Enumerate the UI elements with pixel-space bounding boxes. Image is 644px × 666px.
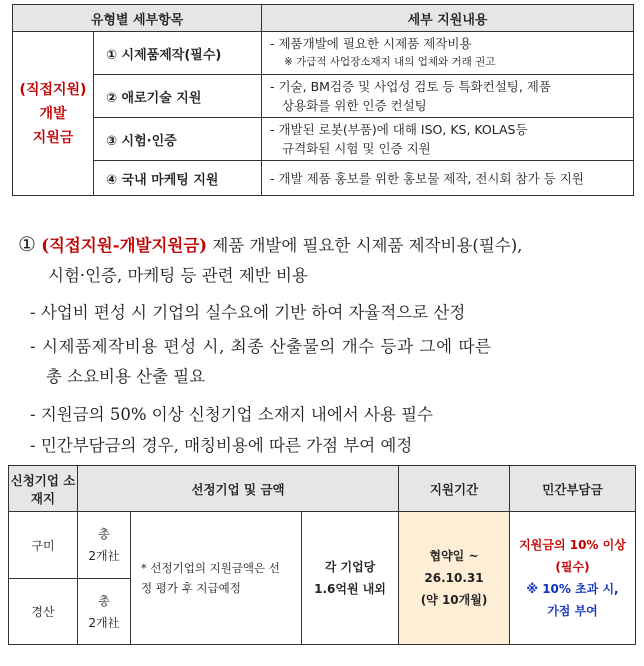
header-private: 민간부담금 — [510, 466, 636, 512]
bullet-prototype-cost: - 시제품제작비용 편성 시, 최종 산출물의 개수 등과 그에 따른 — [30, 337, 492, 356]
bullet-private: - 민간부담금의 경우, 매칭비용에 따른 가점 부여 예정 — [30, 436, 413, 455]
desc-prototype: - 제품개발에 필요한 시제품 제작비용 ※ 가급적 사업장소재지 내의 업체와 거래 권고 — [262, 32, 634, 75]
header-items: 유형별 세부항목 — [13, 5, 262, 32]
category-cell: (직접지원) 개발 지원금 — [13, 32, 94, 196]
region-gyeongsan: 경산 — [9, 579, 78, 645]
item-prototype: ① 시제품제작(필수) — [94, 32, 262, 75]
header-selection: 선정기업 및 금액 — [78, 466, 399, 512]
header-region: 신청기업 소재지 — [9, 466, 78, 512]
period-cell: 협약일 ~ 26.10.31 (약 10개월) — [399, 512, 510, 645]
amount-cell: 각 기업당 1.6억원 내외 — [302, 512, 399, 645]
item-tech-support: ② 애로기술 지원 — [94, 75, 262, 118]
region-gumi: 구미 — [9, 512, 78, 579]
selection-note: * 선정기업의 지원금액은 선정 평가 후 지급예정 — [131, 512, 302, 645]
bullet-usage: - 지원금의 50% 이상 신청기업 소재지 내에서 사용 필수 — [30, 405, 433, 424]
para-line-1: ① (직접지원-개발지원금) 제품 개발에 필요한 시제품 제작비용(필수), — [18, 232, 523, 256]
bullet-budget: - 사업비 편성 시 기업의 실수요에 기반 하여 자율적으로 산정 — [30, 303, 466, 322]
header-period: 지원기간 — [399, 466, 510, 512]
desc-tech-support: - 기술, BM검증 및 사업성 검토 등 특화컨설팅, 제품 상용화를 위한 인증 컨설팅 — [262, 75, 634, 118]
item-testing: ③ 시험·인증 — [94, 118, 262, 161]
support-items-table — [12, 4, 634, 196]
count-gumi: 총 2개社 — [78, 512, 131, 579]
private-cell: 지원금의 10% 이상 (필수) ※ 10% 초과 시, 가점 부여 — [510, 512, 636, 645]
para-line-2: 시험·인증, 마케팅 등 관련 제반 비용 — [48, 266, 308, 285]
desc-testing: - 개발된 로봇(부품)에 대해 ISO, KS, KOLAS등 규격화된 시험 및 인증 지원 — [262, 118, 634, 161]
header-details: 세부 지원내용 — [262, 5, 634, 32]
bullet-prototype-cost-2: 총 소요비용 산출 필요 — [46, 367, 206, 386]
item-marketing: ④ 국내 마케팅 지원 — [94, 161, 262, 196]
selection-table — [8, 465, 636, 645]
desc-marketing: - 개발 제품 홍보를 위한 홍보물 제작, 전시회 참가 등 지원 — [262, 161, 634, 196]
count-gyeongsan: 총 2개社 — [78, 579, 131, 645]
